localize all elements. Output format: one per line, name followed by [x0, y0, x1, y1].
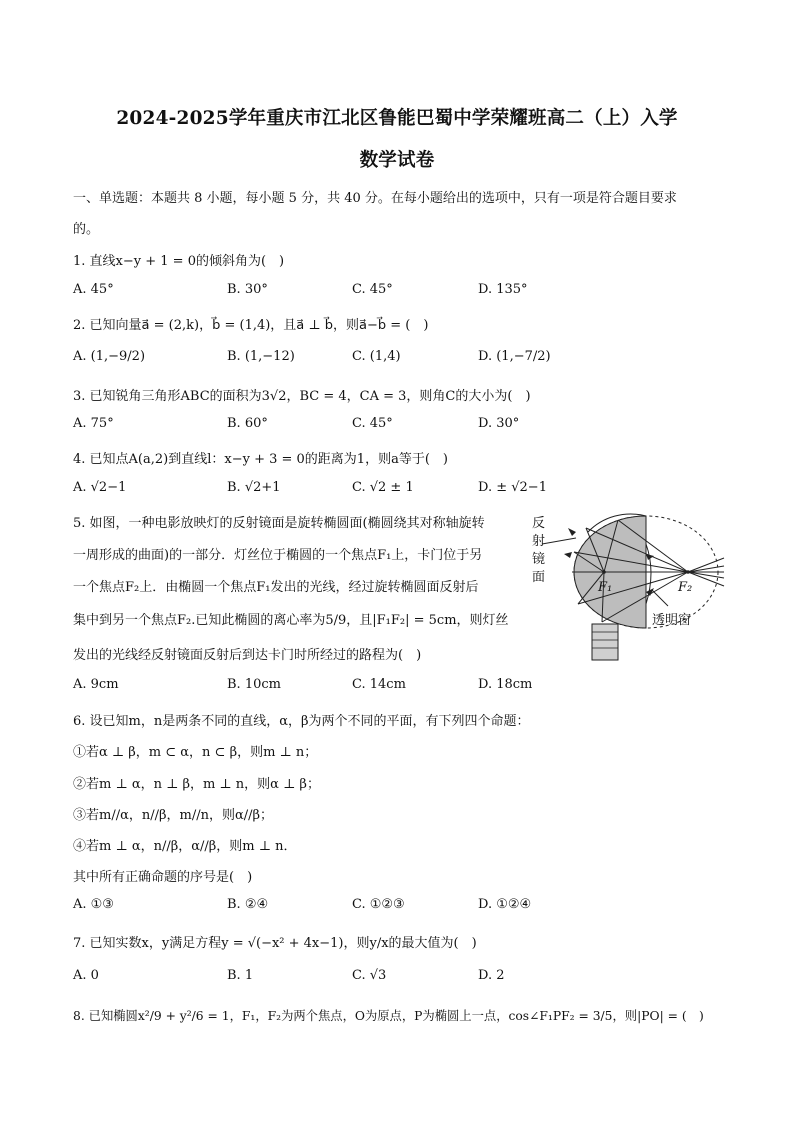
figure-label-mirror-4: 面: [532, 570, 546, 585]
question-4-option-a: A. √2−1: [73, 480, 127, 495]
question-5-stem-line5: 发出的光线经反射镜面反射后到达卡门时所经过的路程为( ): [73, 648, 422, 663]
question-2-option-c: C. (1,4): [352, 349, 401, 364]
exam-title-line2: 数学试卷: [359, 150, 435, 171]
section-header-line2: 的。: [73, 222, 100, 237]
question-5-stem-line2: 一周形成的曲面)的一部分．灯丝位于椭圆的一个焦点F₁上，卡门位于另: [73, 548, 483, 563]
question-5-stem-line4: 集中到另一个焦点F₂.已知此椭圆的离心率为5/9，且|F₁F₂| = 5cm，则灯丝: [73, 613, 509, 628]
question-2-option-d: D. (1,−7/2): [478, 349, 551, 364]
question-4-option-d: D. ± √2−1: [478, 480, 547, 495]
question-1-option-c: C. 45°: [352, 282, 393, 297]
question-8-stem: 8. 已知椭圆x²/9 + y²/6 = 1，F₁，F₂为两个焦点，O为原点，P为椭圆上一点，cos∠F₁PF₂ = 3/5，则|PO| = ( ): [73, 1009, 704, 1023]
question-3-option-a: A. 75°: [73, 416, 114, 431]
question-3-stem: 3. 已知锐角三角形ABC的面积为3√2，BC = 4，CA = 3，则角C的大小为( ): [73, 389, 531, 404]
focus-f2-point: [686, 570, 690, 574]
figure-label-f2: F₂: [678, 580, 693, 595]
figure-label-mirror-2: 射: [532, 534, 546, 549]
question-5-option-b: B. 10cm: [227, 677, 281, 692]
question-5-stem-line3: 一个焦点F₂上．由椭圆一个焦点F₁发出的光线，经过旋转椭圆面反射后: [73, 580, 479, 595]
question-1-option-d: D. 135°: [478, 282, 528, 297]
question-4-option-c: C. √2 ± 1: [352, 480, 414, 495]
question-1-stem: 1. 直线x−y + 1 = 0的倾斜角为( ): [73, 254, 285, 269]
question-2-stem: 2. 已知向量a⃗ = (2,k)，b⃗ = (1,4)，且a⃗ ⊥ b⃗，则a⃗−b⃗ = ( ): [73, 318, 429, 333]
question-6-option-a: A. ①③: [73, 897, 114, 912]
question-6-stem-question: 其中所有正确命题的序号是( ): [73, 870, 253, 885]
question-7-option-d: D. 2: [478, 968, 505, 983]
question-1-option-b: B. 30°: [227, 282, 268, 297]
figure-label-mirror-1: 反: [532, 516, 546, 531]
section-header-line1: 一、单选题：本题共 8 小题，每小题 5 分，共 40 分。在每小题给出的选项中，只有一项是符合题目要求: [73, 191, 677, 206]
question-6-proposition-1: ①若α ⊥ β，m ⊂ α，n ⊂ β，则m ⊥ n；: [73, 745, 318, 760]
question-5-option-c: C. 14cm: [352, 677, 406, 692]
question-6-option-b: B. ②④: [227, 897, 269, 912]
question-5-stem-line1: 5. 如图，一种电影放映灯的反射镜面是旋转椭圆面(椭圆绕其对称轴旋转: [73, 516, 485, 531]
question-3-option-c: C. 45°: [352, 416, 393, 431]
question-7-stem: 7. 已知实数x，y满足方程y = √(−x² + 4x−1)，则y/x的最大值为( ): [73, 936, 477, 951]
figure-label-mirror-3: 镜: [532, 552, 546, 567]
question-2-option-b: B. (1,−12): [227, 349, 295, 364]
question-6-stem-line1: 6. 设已知m，n是两条不同的直线，α，β为两个不同的平面，有下列四个命题：: [73, 714, 530, 729]
question-6-proposition-2: ②若m ⊥ α，n ⊥ β，m ⊥ n，则α ⊥ β；: [73, 777, 320, 792]
question-3-option-b: B. 60°: [227, 416, 268, 431]
question-7-option-c: C. √3: [352, 968, 387, 983]
question-2-option-a: A. (1,−9/2): [73, 349, 146, 364]
question-6-proposition-4: ④若m ⊥ α，n//β，α//β，则m ⊥ n．: [73, 839, 297, 854]
question-1-option-a: A. 45°: [73, 282, 114, 297]
figure-label-f1: F₁: [598, 580, 613, 595]
figure-label-window: 透明窗: [652, 613, 692, 628]
question-5-option-d: D. 18cm: [478, 677, 533, 692]
question-6-proposition-3: ③若m//α，n//β，m//n，则α//β；: [73, 808, 274, 823]
question-6-option-d: D. ①②④: [478, 897, 532, 912]
question-3-option-d: D. 30°: [478, 416, 520, 431]
exam-title-line1: 2024-2025学年重庆市江北区鲁能巴蜀中学荣耀班高二（上）入学: [116, 108, 678, 129]
question-4-option-b: B. √2+1: [227, 480, 281, 495]
ellipse-reflector-figure: [528, 508, 734, 668]
lamp-base: [592, 624, 618, 660]
question-7-option-a: A. 0: [73, 968, 99, 983]
question-6-option-c: C. ①②③: [352, 897, 405, 912]
question-7-option-b: B. 1: [227, 968, 254, 983]
question-5-option-a: A. 9cm: [73, 677, 119, 692]
focus-f1-point: [602, 570, 606, 574]
question-4-stem: 4. 已知点A(a,2)到直线l：x−y + 3 = 0的距离为1，则a等于( ): [73, 452, 448, 467]
